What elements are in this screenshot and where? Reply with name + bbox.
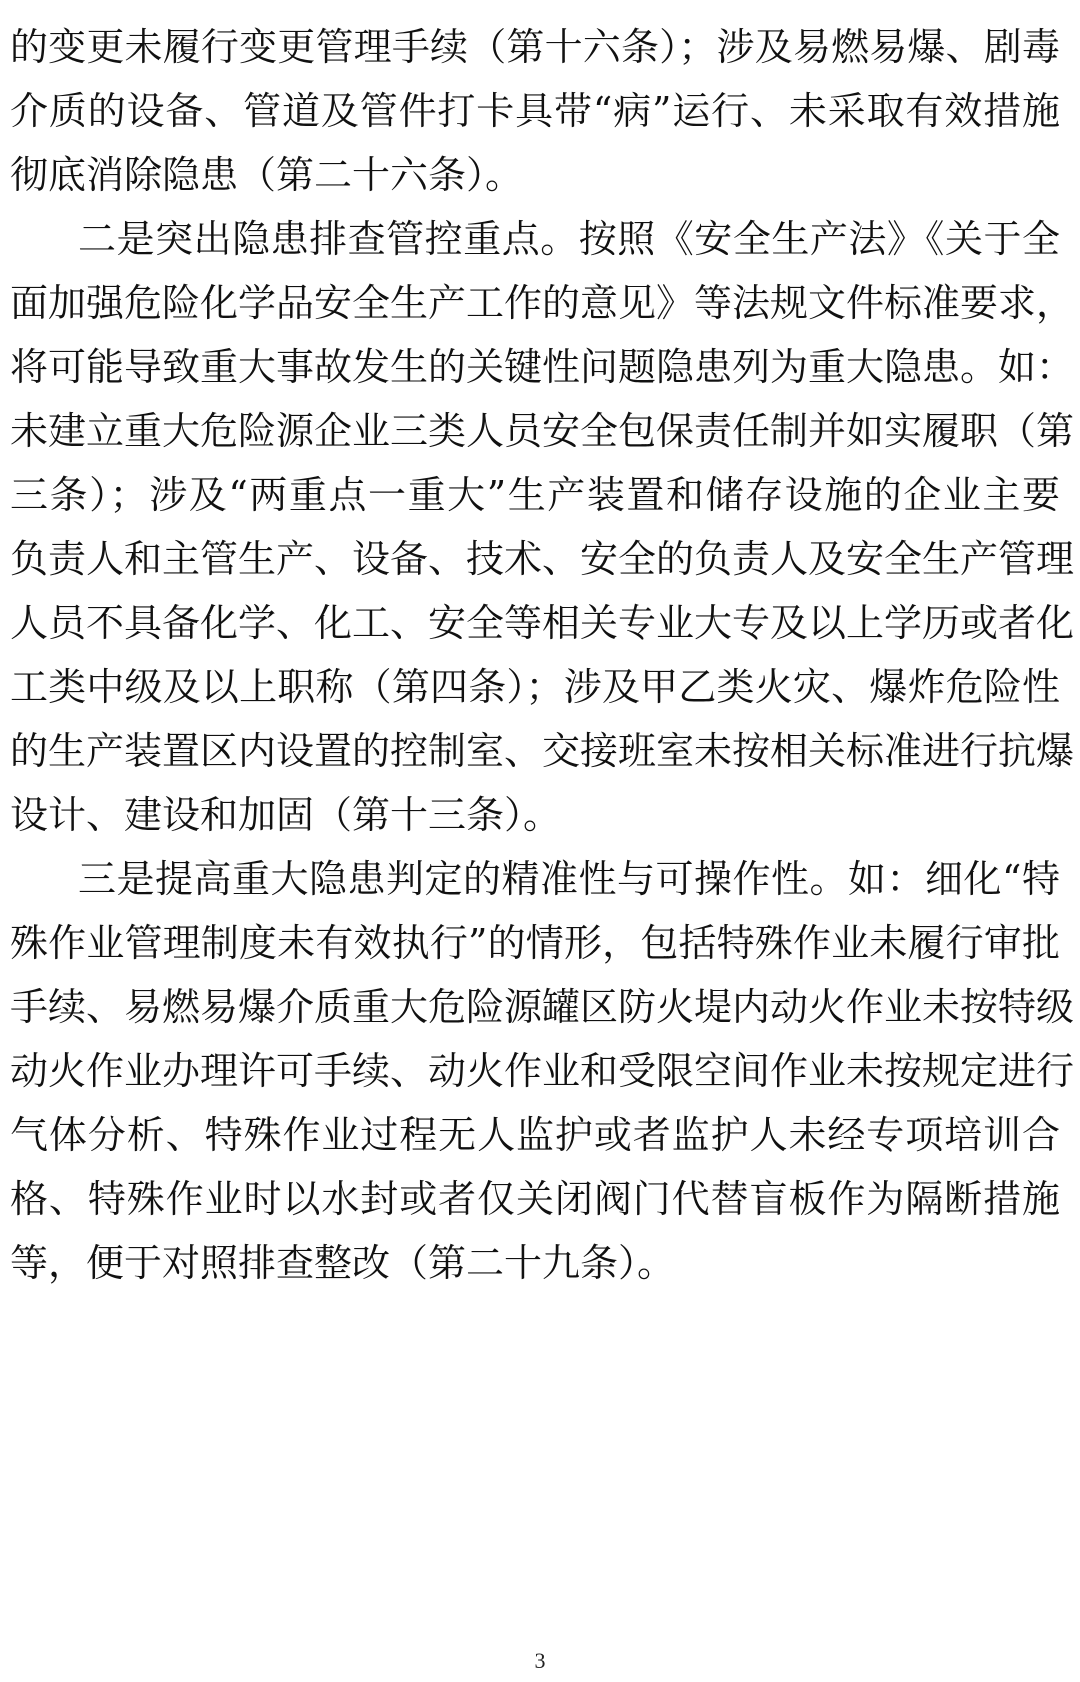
text-line-20: 等，便于对照排查整改（第二十九条）。 [10,1241,676,1285]
paragraph-2-first-line: 二是突出隐患排查管控重点。按照《安全生产法》《关于全 [78,217,1060,261]
text-line-9: 负责人和主管生产、设备、技术、安全的负责人及安全生产管理 [10,537,1075,581]
text-line-12: 的生产装置区内设置的控制室、交接班室未按相关标准进行抗爆 [10,729,1075,773]
page-number: 3 [534,1648,546,1673]
text-line-6: 将可能导致重大事故发生的关键性问题隐患列为重大隐患。如： [10,345,1075,389]
text-line-11: 工类中级及以上职称（第四条）；涉及甲乙类火灾、爆炸危险性 [10,665,1060,709]
text-line-18: 气体分析、特殊作业过程无人监护或者监护人未经专项培训合 [10,1113,1060,1157]
text-line-19: 格、特殊作业时以水封或者仅关闭阀门代替盲板作为隔断措施 [10,1177,1060,1221]
paragraph-3-first-line: 三是提高重大隐患判定的精准性与可操作性。如：细化“特 [78,857,1060,901]
text-line-16: 手续、易燃易爆介质重大危险源罐区防火堤内动火作业未按特级 [10,985,1075,1029]
text-line-15: 殊作业管理制度未有效执行”的情形，包括特殊作业未履行审批 [10,921,1060,965]
text-line-13: 设计、建设和加固（第十三条）。 [10,793,562,837]
text-line-7: 未建立重大危险源企业三类人员安全包保责任制并如实履职（第 [10,409,1075,453]
text-line-8: 三条）；涉及“两重点一重大”生产装置和储存设施的企业主要 [10,473,1060,517]
text-line-2: 介质的设备、管道及管件打卡具带“病”运行、未采取有效措施 [10,89,1060,133]
text-line-17: 动火作业办理许可手续、动火作业和受限空间作业未按规定进行 [10,1049,1075,1093]
text-line-5: 面加强危险化学品安全生产工作的意见》等法规文件标准要求， [10,281,1075,325]
text-line-10: 人员不具备化学、化工、安全等相关专业大专及以上学历或者化 [10,601,1075,645]
text-line-1: 的变更未履行变更管理手续（第十六条）；涉及易燃易爆、剧毒 [10,25,1060,69]
text-line-3: 彻底消除隐患（第二十六条）。 [10,153,524,197]
